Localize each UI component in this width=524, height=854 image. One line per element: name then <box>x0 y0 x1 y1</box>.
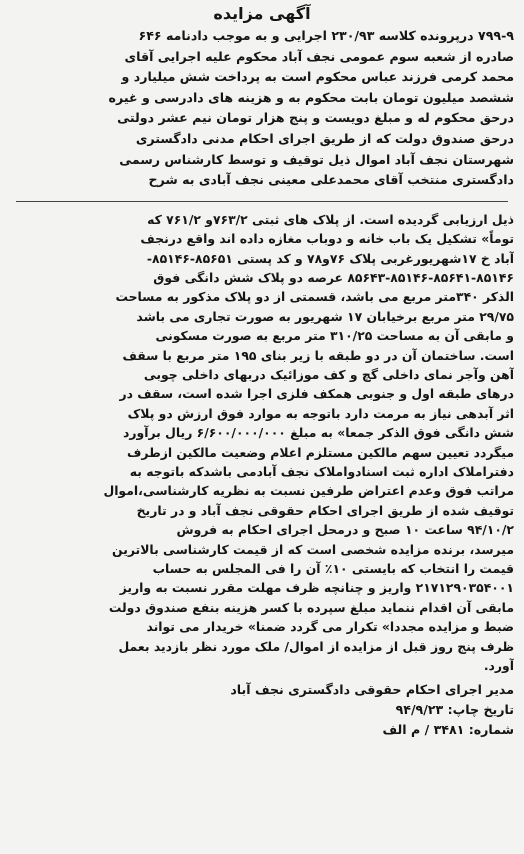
text-line: و مابقی آن به مساحت ۳۱۰/۲۵ متر مربع به صورت مسکونی <box>155 328 514 344</box>
text-line: شش دانگی فوق الذکر جمعا» به مبلغ ۶/۶۰۰/۰۰۰/۰۰۰ ریال برآورد <box>123 425 514 441</box>
text-line: میرسد، برنده مزایده شخصی است که از قیمت کارشناسی بالاترین <box>112 541 514 557</box>
text-line: توقیف شده از طریق اجرای احکام حقوقی نجف آباد و در تاریخ <box>136 502 514 518</box>
notice-footer <box>10 680 514 740</box>
text-line: مراتب فوق وعدم اعتراض طرفین نسبت به نظریه کارشناسی،اموال <box>103 483 514 499</box>
text-line: آورد. <box>483 658 514 674</box>
text-line: مابقی آن اقدام ننماید مبلغ سپرده با کسر هزینه بنفع صندوق دولت <box>108 599 514 615</box>
text-line: درحق محکوم له و مبلغ دویست و پنج هزار تومان نیم عشر دولتی <box>117 110 514 126</box>
text-line: قیمت را انتخاب که بایستی ۱۰٪ آن را فی المجلس به حساب <box>152 561 514 577</box>
text-line: دادگستری منتخب آقای محمدعلی معینی نجف آبادی به شرح <box>148 172 514 188</box>
text-line: الذکر ۳۴۰متر مربع می باشد، قسمتی از دو پلاک مذکور به مساحت <box>115 289 514 305</box>
text-line: ظرف پنج روز قبل از مزایده از اموال/ ملک مورد نظر بازدید بعمل <box>118 638 514 654</box>
text-line: میگردد تعیین سهم مالکین مستلزم اعلام وضعیت مالکین ازطرف <box>126 444 514 460</box>
text-line: ششصد میلیون تومان بابت محکوم به و هزینه های دادرسی و غیره <box>108 89 514 105</box>
text-line: محمد کرمی فرزند عباس محکوم است به پرداخت شش میلیارد و <box>121 69 514 85</box>
notice-paragraph-intro <box>10 26 514 191</box>
notice-number: شماره: ۳۴۸۱ / م الف <box>382 721 514 737</box>
text-line: ۷۹۹-۹ درپرونده کلاسه ۲۳۰/۹۳ اجرایی و به موجب دادنامه ۶۴۶ <box>138 28 514 43</box>
notice-title: آگهی مزایده <box>213 4 311 23</box>
notice-paragraph-details <box>10 210 514 676</box>
text-line: ۸۵۶۴۳-۸۵۱۴۶-۸۵۶۴۱-۸۵۱۴۶ عرصه دو پلاک شش دانگی فوق <box>153 269 514 285</box>
text-line: اثر آبدهی نیاز به مرمت دارد باتوجه به موارد فوق ارزش دو پلاک <box>127 405 514 421</box>
text-line: درهای طبقه اول و جنوبی همکف فلزی اجرا شده است، سقف در <box>119 386 514 402</box>
text-line: توماً» تشکیل یک باب خانه و دوباب مغازه داده اند واقع درنجف <box>140 231 514 247</box>
text-line: درحق صندوق دولت که از طریق اجرای احکام مدنی دادگستری <box>135 130 514 146</box>
text-line: صادره از شعبه سوم عمومی نجف آباد محکوم علیه اجرایی آقای <box>124 48 514 64</box>
signature: مدیر اجرای احکام حقوقی دادگستری نجف آباد <box>230 681 514 697</box>
print-date: تاریخ چاپ: ۹۴/۹/۲۳ <box>395 701 514 717</box>
text-line: دفتراملاک اداره ثبت اسنادواملاک نجف آبادمی باشدکه باتوجه به <box>129 464 514 480</box>
text-line: آباد خ ۱۷شهریورغربی پلاک ۷۶و۷۸ و کد پستی ۸۵۶۵۱-۸۵۱۴۶- <box>146 250 514 266</box>
text-line: ۲۹/۷۵ متر مربع برخیابان ۱۷ شهریور به صورت تجاری می باشد <box>136 308 514 324</box>
column-divider <box>16 201 508 202</box>
text-line: آهن وآجر نمای داخلی گچ و کف موزائیک دربهای داخلی چوبی <box>143 367 514 382</box>
text-line: است. ساختمان آن در دو طبقه با زیر بنای ۱۹۵ متر مربع با سقف <box>122 347 514 363</box>
text-line: ضبط و مزایده مجددا» تکرار می گردد ضمنا» خریدار می تواند <box>146 619 514 635</box>
text-line: شهرستان نجف آباد اموال ذیل توقیف و توسط کارشناس رسمی <box>119 151 514 167</box>
text-line: ۲۱۷۱۲۹۰۳۵۴۰۰۱ واریز و چنانچه ظرف مهلت مقرر نسبت به واریز <box>119 580 514 596</box>
text-line: ذیل ارزیابی گردیده است. از پلاک های ثبتی ۷۶۳/۲و ۷۶۱/۲ که <box>147 211 514 227</box>
text-line: ۹۴/۱۰/۲ ساعت ۱۰ صبح و درمحل اجرای احکام به فروش <box>176 522 514 538</box>
